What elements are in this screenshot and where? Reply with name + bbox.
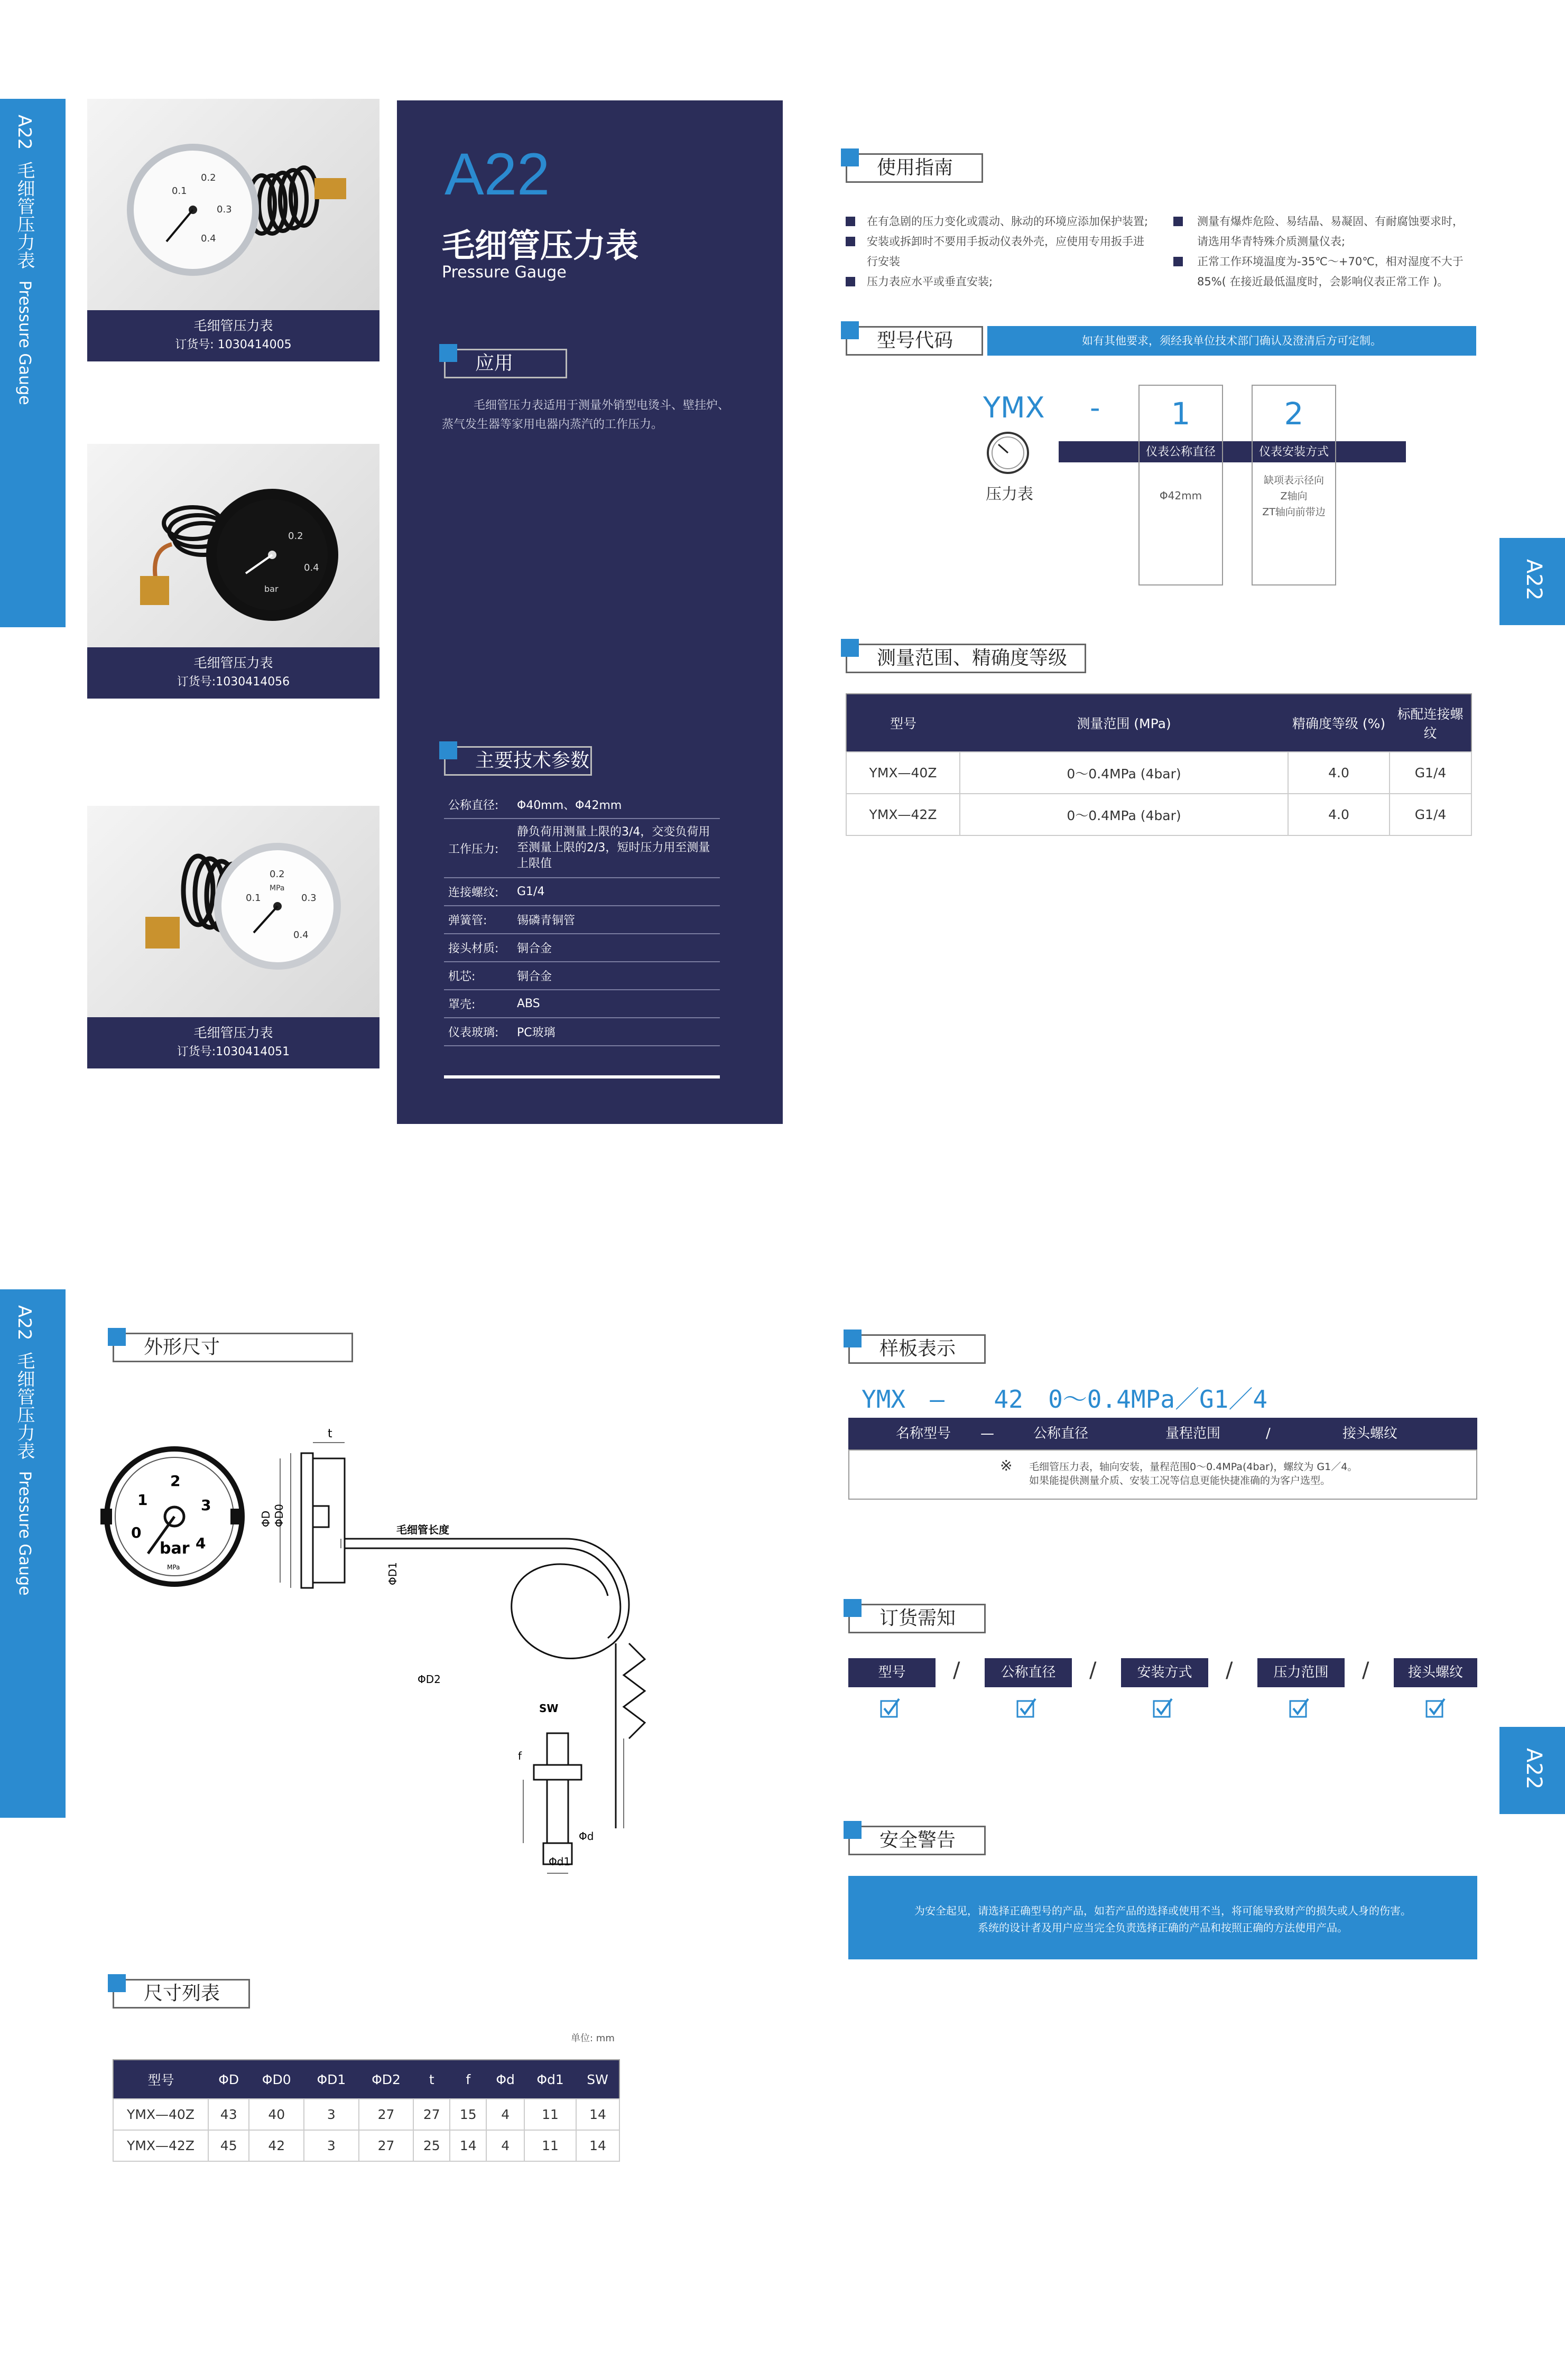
side-tab-cn: 毛细管压力表 bbox=[14, 161, 35, 269]
brass-fitting bbox=[140, 576, 169, 605]
product-name: 毛细管压力表 bbox=[193, 1025, 273, 1040]
order-heading: 订货需知 bbox=[848, 1604, 986, 1633]
side-view bbox=[301, 1453, 645, 1864]
params-heading: 主要技术参数 bbox=[444, 746, 592, 776]
guide-left bbox=[846, 211, 1152, 292]
hero-code: A22 bbox=[445, 141, 550, 207]
checkbox-icon bbox=[1153, 1698, 1174, 1719]
brass-fitting bbox=[314, 178, 346, 199]
svg-text:f: f bbox=[518, 1750, 522, 1762]
model-dash: - bbox=[1090, 391, 1100, 424]
product-photo-2 bbox=[87, 444, 379, 655]
tick-label: 0.4 bbox=[293, 929, 309, 941]
sample-bar: 名称型号 — 公称直径 量程范围 / 接头螺纹 bbox=[848, 1418, 1477, 1449]
warning-box: 为安全起见，请选择正确型号的产品，如若产品的选择或使用不当，将可能导致财产的损失或人身的伤害。 系统的设计者及用户应当完全负责选择正确的产品和按照正确的方法使用产品。 bbox=[848, 1876, 1477, 1959]
params-bottom-rule bbox=[444, 1075, 720, 1079]
unit-label: MPa bbox=[270, 884, 285, 892]
svg-text:Φd: Φd bbox=[579, 1830, 594, 1843]
side-tab-en: Pressure Gauge bbox=[15, 280, 34, 405]
order-item: 型号 bbox=[848, 1658, 936, 1687]
dims-table: 型号 ΦD ΦD0 ΦD1 ΦD2 t f Φd Φd1 SW YMX—40Z 43 40 3 27 27 15 4 11 14 YMX—42Z 45 42 3 27 25 14 4 11 14 bbox=[113, 2059, 620, 2162]
order-item: 压力范围 bbox=[1257, 1658, 1345, 1687]
tick-label: 0.4 bbox=[304, 562, 319, 573]
right-tab-bottom: A22 bbox=[1499, 1727, 1565, 1814]
svg-text:4: 4 bbox=[196, 1535, 206, 1552]
outline-drawing bbox=[100, 1395, 682, 1886]
param-row: 公称直径: Φ40mm、Φ42mm bbox=[444, 791, 720, 819]
svg-text:0: 0 bbox=[131, 1524, 142, 1541]
side-tab-top bbox=[0, 99, 66, 627]
application-text: 毛细管压力表适用于测量外销型电烫斗、壁挂炉、蒸气发生器等家用电器内蒸汽的工作压力。 bbox=[442, 399, 730, 431]
range-row: YMX—40Z 0～0.4MPa (4bar) 4.0 G1/4 bbox=[846, 752, 1471, 794]
side-tab-code: A22 bbox=[14, 115, 35, 150]
checkbox-icon bbox=[880, 1698, 901, 1719]
tick-label: 0.3 bbox=[217, 204, 232, 215]
product-photo-1 bbox=[87, 99, 379, 310]
checkbox-icon bbox=[1289, 1698, 1310, 1719]
model-box-1: 1 仪表公称直径 Φ42mm bbox=[1138, 385, 1223, 585]
model-code-heading: 型号代码 bbox=[846, 326, 983, 356]
param-row: 仪表玻璃: PC玻璃 bbox=[444, 1018, 720, 1046]
product-order-no: 订货号: 1030414005 bbox=[175, 338, 292, 351]
hero-title: 毛细管压力表 bbox=[442, 226, 639, 265]
dims-row: YMX—40Z 43 40 3 27 27 15 4 11 14 bbox=[113, 2099, 619, 2130]
guide-item: 正常工作环境温度为-35℃～+70℃，相对湿度不大于85%( 在接近最低温度时，会影响仪表正常工作 )。 bbox=[1173, 252, 1469, 292]
product-order-no: 订货号:1030414051 bbox=[177, 1045, 290, 1058]
tick-label: 0.2 bbox=[288, 531, 303, 542]
unit-label: bar bbox=[264, 584, 279, 594]
param-row: 罩壳: ABS bbox=[444, 990, 720, 1018]
star-icon: ※ bbox=[1000, 1457, 1013, 1474]
tick-label: 0.2 bbox=[201, 172, 216, 183]
guide-heading: 使用指南 bbox=[846, 153, 983, 183]
application-heading: 应用 bbox=[444, 349, 567, 378]
capillary-coil bbox=[248, 168, 317, 234]
sample-note-box: ※ 毛细管压力表，轴向安装，量程范围0～0.4MPa(4bar)，螺纹为 G1／4。 如果能提供测量介质、安装工况等信息更能快捷准确的为客户选型。 bbox=[848, 1449, 1477, 1500]
warning-heading: 安全警告 bbox=[848, 1826, 986, 1855]
front-view-dial bbox=[100, 1449, 242, 1584]
svg-text:Φd1: Φd1 bbox=[549, 1855, 571, 1868]
gauge-label: 压力表 bbox=[986, 485, 1033, 504]
svg-text:t: t bbox=[328, 1427, 332, 1440]
svg-text:ΦD1: ΦD1 bbox=[386, 1562, 399, 1585]
brass-fitting bbox=[145, 917, 180, 949]
svg-text:bar: bar bbox=[160, 1539, 190, 1558]
order-items: 型号 / 公称直径 / 安装方式 / 压力范围 / 接头螺纹 bbox=[848, 1658, 1477, 1722]
guide-item: 测量有爆炸危险、易结晶、易凝固、有耐腐蚀要求时，请选用华青特殊介质测量仪表; bbox=[1173, 211, 1469, 252]
hero-subtitle: Pressure Gauge bbox=[442, 263, 567, 282]
gauge-icon bbox=[986, 431, 1031, 476]
svg-text:MPa: MPa bbox=[167, 1564, 180, 1571]
tick-label: 0.4 bbox=[201, 233, 216, 244]
model-code-banner: 如有其他要求，须经我单位技术部门确认及澄清后方可定制。 bbox=[987, 326, 1476, 356]
guide-item: 压力表应水平或垂直安装; bbox=[846, 272, 1152, 292]
sample-code: YMX — 42 0～0.4MPa／G1／4 bbox=[862, 1385, 1268, 1414]
dims-unit: 单位: mm bbox=[571, 2033, 615, 2044]
tick-label: 0.1 bbox=[172, 185, 187, 197]
product-photo-3 bbox=[87, 806, 379, 1017]
dims-heading: 尺寸列表 bbox=[113, 1979, 250, 2009]
checkbox-icon bbox=[1425, 1698, 1447, 1719]
svg-text:3: 3 bbox=[201, 1496, 211, 1514]
param-row: 工作压力: 静负荷用测量上限的3/4，交变负荷用至测量上限的2/3，短时压力用至测量上限值 bbox=[444, 819, 720, 878]
model-prefix: YMX bbox=[983, 391, 1045, 424]
side-tab-bottom: A22 毛细管压力表 Pressure Gauge bbox=[0, 1289, 66, 1818]
product-caption-3 bbox=[87, 1017, 379, 1068]
guide-right bbox=[1173, 211, 1469, 292]
svg-text:1: 1 bbox=[137, 1491, 148, 1509]
range-table: 型号 测量范围 (MPa) 精确度等级 (%) 标配连接螺纹 YMX—40Z 0～0.4MPa (4bar) 4.0 G1/4 YMX—42Z 0～0.4MPa (4bar) 4.0 G1/4 bbox=[846, 693, 1472, 836]
guide-item: 安装或拆卸时不要用手扳动仪表外壳，应使用专用扳手进行安装 bbox=[846, 231, 1152, 272]
checkbox-icon bbox=[1016, 1698, 1038, 1719]
model-box-2: 2 仪表安装方式 缺项表示径向 Z轴向 ZT轴向前带边 bbox=[1252, 385, 1336, 585]
order-item: 接头螺纹 bbox=[1394, 1658, 1477, 1687]
svg-text:ΦD: ΦD bbox=[260, 1510, 272, 1527]
right-tab-top: A22 bbox=[1499, 538, 1565, 625]
tick-label: 0.3 bbox=[301, 892, 317, 904]
outline-heading: 外形尺寸 bbox=[113, 1333, 353, 1362]
svg-text:毛细管长度: 毛细管长度 bbox=[396, 1523, 449, 1536]
model-code-bar bbox=[1059, 441, 1406, 462]
params-table bbox=[444, 791, 720, 1046]
sample-heading: 样板表示 bbox=[848, 1334, 986, 1364]
range-row: YMX—42Z 0～0.4MPa (4bar) 4.0 G1/4 bbox=[846, 794, 1471, 835]
tick-label: 0.1 bbox=[246, 892, 261, 904]
product-order-no: 订货号:1030414056 bbox=[177, 675, 290, 689]
order-item: 安装方式 bbox=[1121, 1658, 1208, 1687]
param-row: 接头材质: 铜合金 bbox=[444, 934, 720, 962]
param-row: 弹簧管: 锡磷青铜管 bbox=[444, 906, 720, 934]
param-row: 连接螺纹: G1/4 bbox=[444, 878, 720, 906]
tick-label: 0.2 bbox=[270, 869, 285, 880]
product-caption-1 bbox=[87, 310, 379, 361]
range-heading: 测量范围、精确度等级 bbox=[846, 644, 1086, 673]
order-item: 公称直径 bbox=[985, 1658, 1072, 1687]
product-name: 毛细管压力表 bbox=[193, 318, 273, 333]
svg-text:2: 2 bbox=[170, 1472, 181, 1490]
svg-text:ΦD2: ΦD2 bbox=[418, 1673, 441, 1686]
svg-text:SW: SW bbox=[539, 1702, 559, 1715]
dims-row: YMX—42Z 45 42 3 27 25 14 4 11 14 bbox=[113, 2130, 619, 2161]
param-row: 机芯: 铜合金 bbox=[444, 962, 720, 990]
product-caption-2 bbox=[87, 647, 379, 699]
guide-item: 在有急剧的压力变化或震动、脉动的环境应添加保护装置; bbox=[846, 211, 1152, 231]
svg-text:ΦD0: ΦD0 bbox=[273, 1504, 285, 1527]
product-name: 毛细管压力表 bbox=[193, 655, 273, 671]
